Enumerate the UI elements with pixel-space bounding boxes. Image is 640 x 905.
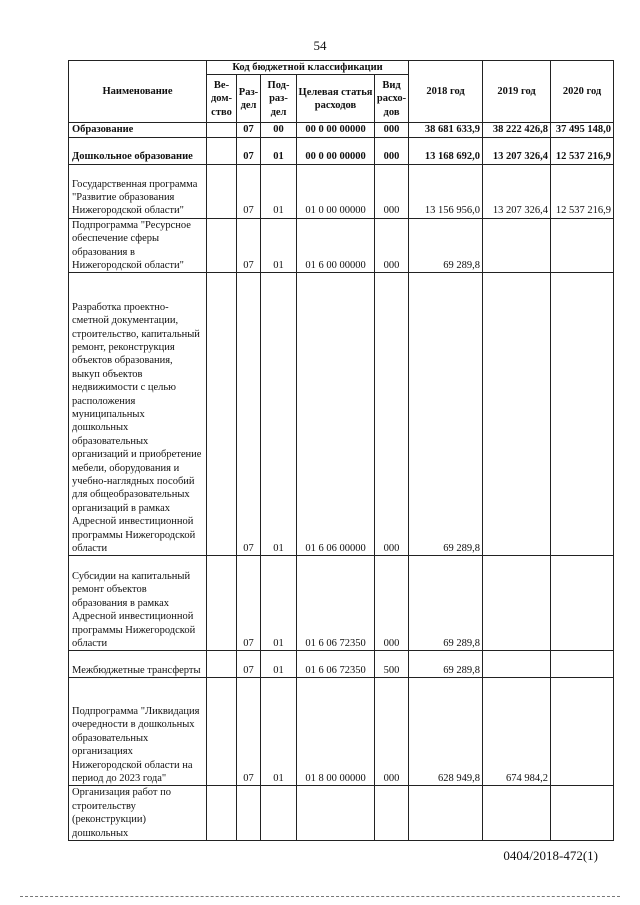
row-target: 01 8 00 00000 [297,678,375,786]
row-razdel: 07 [237,218,261,273]
table-row [69,123,614,137]
row-vid: 000 [375,164,409,218]
row-name: Разработка проектно-сметной документации, строительство, капитальный ремонт, реконструкция объектов образования, выкуп объектов недвижимости с целью расположения муниципальных дошкольных образовательных организаций и приобретение мебели, оборудования и учебно-наглядных пособий для общеобразовательных организаций в рамках Адресной инвестиционной программы Нижегородской области [69,273,207,556]
row-podrazdel [261,786,297,841]
header-2019: 2019 год [483,61,551,123]
row-2020 [551,651,614,678]
row-2018: 38 681 633,9 [409,123,483,137]
row-razdel: 07 [237,164,261,218]
row-name: Дошкольное образование [69,137,207,164]
table-row [69,164,614,218]
row-2019 [483,218,551,273]
header-vedomstvo: Ве- дом- ство [207,75,237,123]
budget-table [68,60,614,841]
row-target: 01 6 06 00000 [297,273,375,556]
row-ved [207,137,237,164]
row-ved [207,273,237,556]
row-name: Подпрограмма "Ликвидация очередности в дошкольных образовательных организациях Нижегородской области на период до 2023 года" [69,678,207,786]
row-2020: 37 495 148,0 [551,123,614,137]
row-2019 [483,786,551,841]
row-2020 [551,786,614,841]
row-target: 01 6 06 72350 [297,651,375,678]
row-podrazdel: 01 [261,556,297,651]
table-row [69,556,614,651]
row-vid: 000 [375,137,409,164]
bottom-edge [20,896,620,901]
row-vid: 000 [375,218,409,273]
row-2018: 13 156 956,0 [409,164,483,218]
document-code: 0404/2018-472(1) [503,848,598,863]
row-vid [375,786,409,841]
row-name: Межбюджетные трансферты [69,651,207,678]
row-razdel: 07 [237,678,261,786]
header-podrazdel: Под- раз- дел [261,75,297,123]
row-ved [207,651,237,678]
row-2019 [483,556,551,651]
row-podrazdel: 01 [261,218,297,273]
row-podrazdel: 01 [261,651,297,678]
row-2018 [409,786,483,841]
table-row [69,137,614,164]
row-podrazdel: 01 [261,164,297,218]
row-name: Образование [69,123,207,137]
row-target: 00 0 00 00000 [297,123,375,137]
top-edge [0,0,640,6]
row-2018: 69 289,8 [409,556,483,651]
row-razdel [237,786,261,841]
row-2018: 13 168 692,0 [409,137,483,164]
table-row [69,651,614,678]
row-ved [207,678,237,786]
row-razdel: 07 [237,556,261,651]
header-code-group: Код бюджетной классификации [207,61,409,75]
row-vid: 000 [375,123,409,137]
row-2019 [483,651,551,678]
page-number: 54 [313,38,327,53]
row-name: Субсидии на капитальный ремонт объектов образования в рамках Адресной инвестиционной программы Нижегородской области [69,556,207,651]
row-target [297,786,375,841]
row-razdel: 07 [237,137,261,164]
row-2018: 628 949,8 [409,678,483,786]
header-target: Целевая статья расходов [297,75,375,123]
row-2020: 12 537 216,9 [551,164,614,218]
row-2018: 69 289,8 [409,218,483,273]
row-2019: 674 984,2 [483,678,551,786]
row-2018: 69 289,8 [409,273,483,556]
row-razdel: 07 [237,123,261,137]
row-ved [207,218,237,273]
row-2020 [551,678,614,786]
row-name: Организация работ по строительству (реконструкции) дошкольных [69,786,207,841]
table-row [69,678,614,786]
row-target: 00 0 00 00000 [297,137,375,164]
row-razdel: 07 [237,651,261,678]
row-2020 [551,218,614,273]
header-vid: Вид расхо- дов [375,75,409,123]
row-vid: 000 [375,273,409,556]
header-name: Наименование [69,61,207,123]
row-2020 [551,556,614,651]
header-2018: 2018 год [409,61,483,123]
row-name: Государственная программа "Развитие образования Нижегородской области" [69,164,207,218]
row-podrazdel: 01 [261,273,297,556]
row-2020: 12 537 216,9 [551,137,614,164]
table-row [69,786,614,841]
row-ved [207,786,237,841]
row-2020 [551,273,614,556]
row-target: 01 6 06 72350 [297,556,375,651]
row-ved [207,556,237,651]
row-2018: 69 289,8 [409,651,483,678]
row-podrazdel: 01 [261,137,297,164]
row-ved [207,164,237,218]
row-podrazdel: 01 [261,678,297,786]
row-vid: 000 [375,556,409,651]
row-ved [207,123,237,137]
row-name: Подпрограмма "Ресурсное обеспечение сферы образования в Нижегородской области" [69,218,207,273]
table-row [69,273,614,556]
row-razdel: 07 [237,273,261,556]
row-2019: 13 207 326,4 [483,164,551,218]
row-vid: 500 [375,651,409,678]
row-target: 01 6 00 00000 [297,218,375,273]
row-2019: 38 222 426,8 [483,123,551,137]
row-vid: 000 [375,678,409,786]
row-podrazdel: 00 [261,123,297,137]
table-row [69,218,614,273]
row-target: 01 0 00 00000 [297,164,375,218]
row-2019: 13 207 326,4 [483,137,551,164]
header-razdel: Раз- дел [237,75,261,123]
header-2020: 2020 год [551,61,614,123]
row-2019 [483,273,551,556]
